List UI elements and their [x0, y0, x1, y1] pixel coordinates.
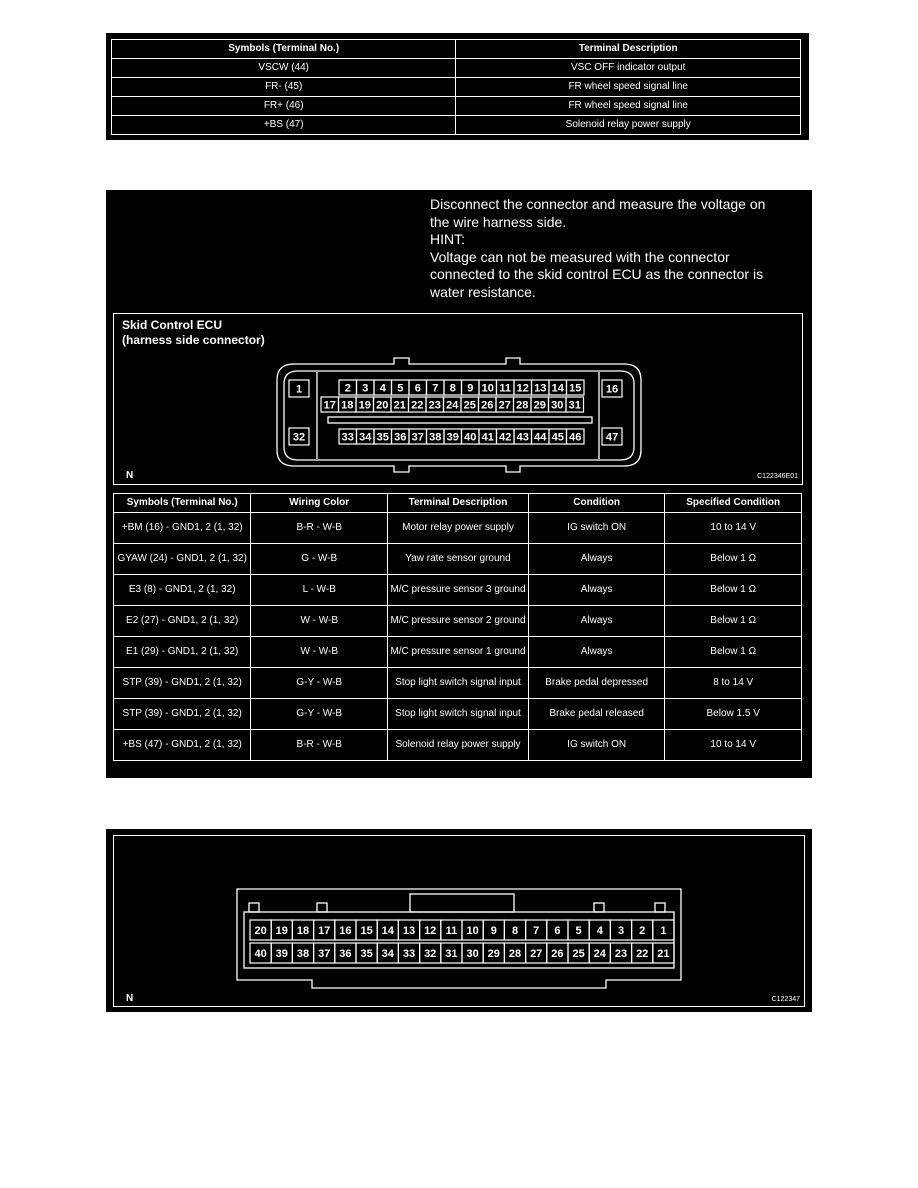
table-cell: Always [528, 575, 665, 606]
pin-number: 16 [339, 925, 352, 937]
pin-number: 12 [424, 925, 437, 937]
pin-number: 44 [534, 431, 547, 444]
table-cell: Always [528, 544, 665, 575]
table-cell: 8 to 14 V [665, 668, 802, 699]
pin-number: 13 [534, 382, 547, 395]
table-row [114, 575, 802, 606]
pin-number: 40 [464, 431, 477, 444]
table-cell: Below 1 Ω [665, 637, 802, 668]
pin-number: 43 [516, 431, 529, 444]
pin-number: 18 [296, 925, 310, 937]
table-cell: +BM (16) - GND1, 2 (1, 32) [114, 513, 251, 544]
table-cell: Yaw rate sensor ground [388, 544, 529, 575]
pin-number: 15 [569, 382, 582, 395]
pin-number: 32 [292, 431, 306, 444]
pin-number: 45 [551, 431, 564, 444]
instruction-line: HINT: [430, 231, 465, 247]
ecu-connector-drawing [114, 314, 802, 484]
pin-number: 31 [445, 948, 458, 960]
pin-number: 6 [554, 925, 561, 937]
pin-number: 9 [490, 925, 497, 937]
table-cell: Motor relay power supply [388, 513, 529, 544]
pin-number: 33 [402, 948, 416, 960]
table-cell: Brake pedal released [528, 699, 665, 730]
pin-number: 26 [481, 399, 494, 412]
pin-number: 28 [508, 948, 522, 960]
pin-number: 5 [575, 925, 582, 937]
table-cell: FR- (45) [112, 78, 456, 97]
connector2-drawing [114, 836, 804, 1006]
pin-number: 25 [572, 948, 585, 960]
table-cell: VSCW (44) [112, 59, 456, 78]
pin-number: 10 [466, 925, 479, 937]
table-row [114, 668, 802, 699]
pin-number: 1 [295, 383, 303, 396]
pin-number: 37 [411, 431, 424, 444]
table-row [114, 513, 802, 544]
pin-number: 8 [449, 382, 456, 395]
terminal-table-panel [106, 33, 809, 140]
pin-number: 23 [614, 948, 628, 960]
table-cell: Solenoid relay power supply [388, 730, 529, 761]
table-cell: E3 (8) - GND1, 2 (1, 32) [114, 575, 251, 606]
pin-number: 14 [381, 925, 394, 937]
table-cell: 10 to 14 V [665, 730, 802, 761]
instruction-line: connected to the skid control ECU as the connector is [430, 266, 764, 282]
pin-number: 1 [660, 925, 667, 937]
pin-number: 36 [339, 948, 352, 960]
table-cell: B-R - W-B [251, 730, 388, 761]
connector-title: Skid Control ECU [122, 318, 223, 332]
pin-number: 46 [569, 431, 582, 444]
table-cell: +BS (47) - GND1, 2 (1, 32) [114, 730, 251, 761]
pin-number: 39 [446, 431, 459, 444]
voltage-table [113, 493, 802, 761]
table-cell: IG switch ON [528, 730, 665, 761]
table-cell: W - W-B [251, 637, 388, 668]
pin-number: 34 [359, 431, 372, 444]
table-cell: G-Y - W-B [251, 668, 388, 699]
pin-number: 19 [275, 925, 288, 937]
pin-number: 47 [605, 431, 619, 444]
orientation-mark: N [126, 470, 134, 481]
table-cell: M/C pressure sensor 1 ground [388, 637, 529, 668]
column-header: Terminal Description [456, 40, 801, 59]
table-row [114, 544, 802, 575]
ecu-inspection-panel [106, 190, 812, 778]
pin-number: 33 [341, 431, 354, 444]
instruction-line: the wire harness side. [430, 213, 567, 230]
pin-number: 2 [344, 382, 351, 395]
pin-number: 21 [657, 948, 670, 960]
table-cell: W - W-B [251, 606, 388, 637]
table-cell: FR wheel speed signal line [456, 78, 801, 97]
pin-number: 38 [296, 948, 310, 960]
ecu-connector-figure [113, 313, 803, 485]
pin-number: 3 [362, 382, 369, 395]
pin-number: 4 [379, 382, 386, 395]
pin-number: 11 [499, 382, 512, 395]
pin-number: 8 [511, 925, 519, 937]
pin-number: 4 [596, 925, 603, 937]
connector2-figure [113, 835, 805, 1007]
pin-number: 41 [481, 431, 494, 444]
table-cell: E2 (27) - GND1, 2 (1, 32) [114, 606, 251, 637]
pin-number: 7 [533, 925, 540, 937]
pin-number: 6 [414, 382, 421, 395]
pin-number: 5 [397, 382, 404, 395]
pin-number: 21 [393, 399, 406, 412]
pin-number: 37 [318, 948, 331, 960]
table-cell: Below 1 Ω [665, 606, 802, 637]
table-cell: Below 1 Ω [665, 575, 802, 606]
table-cell: Always [528, 637, 665, 668]
pin-number: 11 [445, 925, 458, 937]
pin-number: 13 [402, 925, 416, 937]
column-header: Symbols (Terminal No.) [114, 494, 251, 513]
table-cell: G - W-B [251, 544, 388, 575]
table-cell: M/C pressure sensor 2 ground [388, 606, 529, 637]
column-header: Wiring Color [251, 494, 388, 513]
figure-id: C122347 [771, 996, 800, 1003]
terminal-table [111, 39, 801, 135]
pin-number: 2 [639, 925, 646, 937]
pin-number: 29 [533, 399, 546, 412]
pin-number: 31 [568, 399, 581, 412]
pin-number: 10 [481, 382, 494, 395]
table-row [112, 59, 801, 78]
pin-number: 7 [432, 382, 439, 395]
pin-number: 26 [551, 948, 564, 960]
table-cell: +BS (47) [112, 116, 456, 135]
pin-number: 20 [254, 925, 267, 937]
table-row [112, 78, 801, 97]
table-cell: L - W-B [251, 575, 388, 606]
table-cell: IG switch ON [528, 513, 665, 544]
pin-number: 23 [428, 399, 441, 412]
table-cell: Solenoid relay power supply [456, 116, 801, 135]
pin-number: 15 [360, 925, 373, 937]
pin-number: 22 [636, 948, 649, 960]
table-cell: Stop light switch signal input [388, 668, 529, 699]
pin-number: 16 [605, 383, 619, 396]
table-cell: M/C pressure sensor 3 ground [388, 575, 529, 606]
table-cell: STP (39) - GND1, 2 (1, 32) [114, 668, 251, 699]
pin-number: 19 [358, 399, 371, 412]
connector2-panel [106, 829, 812, 1012]
table-row [114, 637, 802, 668]
pin-number: 30 [551, 399, 564, 412]
column-header: Condition [528, 494, 665, 513]
table-cell: FR wheel speed signal line [456, 97, 801, 116]
pin-number: 22 [411, 399, 424, 412]
pin-number: 14 [551, 382, 564, 395]
pin-number: 38 [429, 431, 442, 444]
pin-number: 17 [318, 925, 331, 937]
pin-number: 30 [466, 948, 479, 960]
pin-number: 28 [516, 399, 529, 412]
table-cell: G-Y - W-B [251, 699, 388, 730]
instruction-line: Disconnect the connector and measure the voltage on [430, 196, 766, 212]
pin-number: 17 [323, 399, 336, 412]
table-cell: Always [528, 606, 665, 637]
table-row [114, 730, 802, 761]
pin-number: 12 [516, 382, 529, 395]
table-cell: 10 to 14 V [665, 513, 802, 544]
pin-number: 3 [617, 925, 625, 937]
table-cell: STP (39) - GND1, 2 (1, 32) [114, 699, 251, 730]
pin-number: 27 [498, 399, 511, 412]
table-cell: Below 1.5 V [665, 699, 802, 730]
pin-number: 9 [467, 382, 474, 395]
pin-number: 25 [463, 399, 476, 412]
pin-number: 24 [593, 948, 606, 960]
table-row [112, 116, 801, 135]
table-cell: Below 1 Ω [665, 544, 802, 575]
pin-number: 32 [424, 948, 437, 960]
pin-number: 40 [254, 948, 267, 960]
pin-number: 39 [275, 948, 288, 960]
column-header: Specified Condition [665, 494, 802, 513]
table-row [114, 699, 802, 730]
pin-number: 20 [376, 399, 389, 412]
table-row [112, 97, 801, 116]
pin-number: 18 [341, 399, 354, 412]
table-row [114, 606, 802, 637]
instruction-line: Voltage can not be measured with the connector [430, 248, 730, 265]
pin-number: 35 [360, 948, 373, 960]
instruction-line: water resistance. [430, 283, 536, 300]
pin-number: 42 [499, 431, 512, 444]
table-cell: VSC OFF indicator output [456, 59, 801, 78]
table-cell: B-R - W-B [251, 513, 388, 544]
pin-number: 29 [487, 948, 500, 960]
connector-subtitle: (harness side connector) [122, 333, 265, 347]
table-cell: Brake pedal depressed [528, 668, 665, 699]
orientation-mark: N [126, 993, 134, 1004]
pin-number: 34 [381, 948, 394, 960]
table-cell: Stop light switch signal input [388, 699, 529, 730]
table-cell: GYAW (24) - GND1, 2 (1, 32) [114, 544, 251, 575]
table-cell: FR+ (46) [112, 97, 456, 116]
instruction-note [430, 196, 805, 301]
table-cell: E1 (29) - GND1, 2 (1, 32) [114, 637, 251, 668]
column-header: Terminal Description [388, 494, 529, 513]
pin-number: 27 [530, 948, 543, 960]
pin-number: 35 [376, 431, 389, 444]
pin-number: 36 [394, 431, 407, 444]
pin-number: 24 [446, 399, 459, 412]
figure-id: C122346E01 [757, 473, 798, 480]
column-header: Symbols (Terminal No.) [112, 40, 456, 59]
